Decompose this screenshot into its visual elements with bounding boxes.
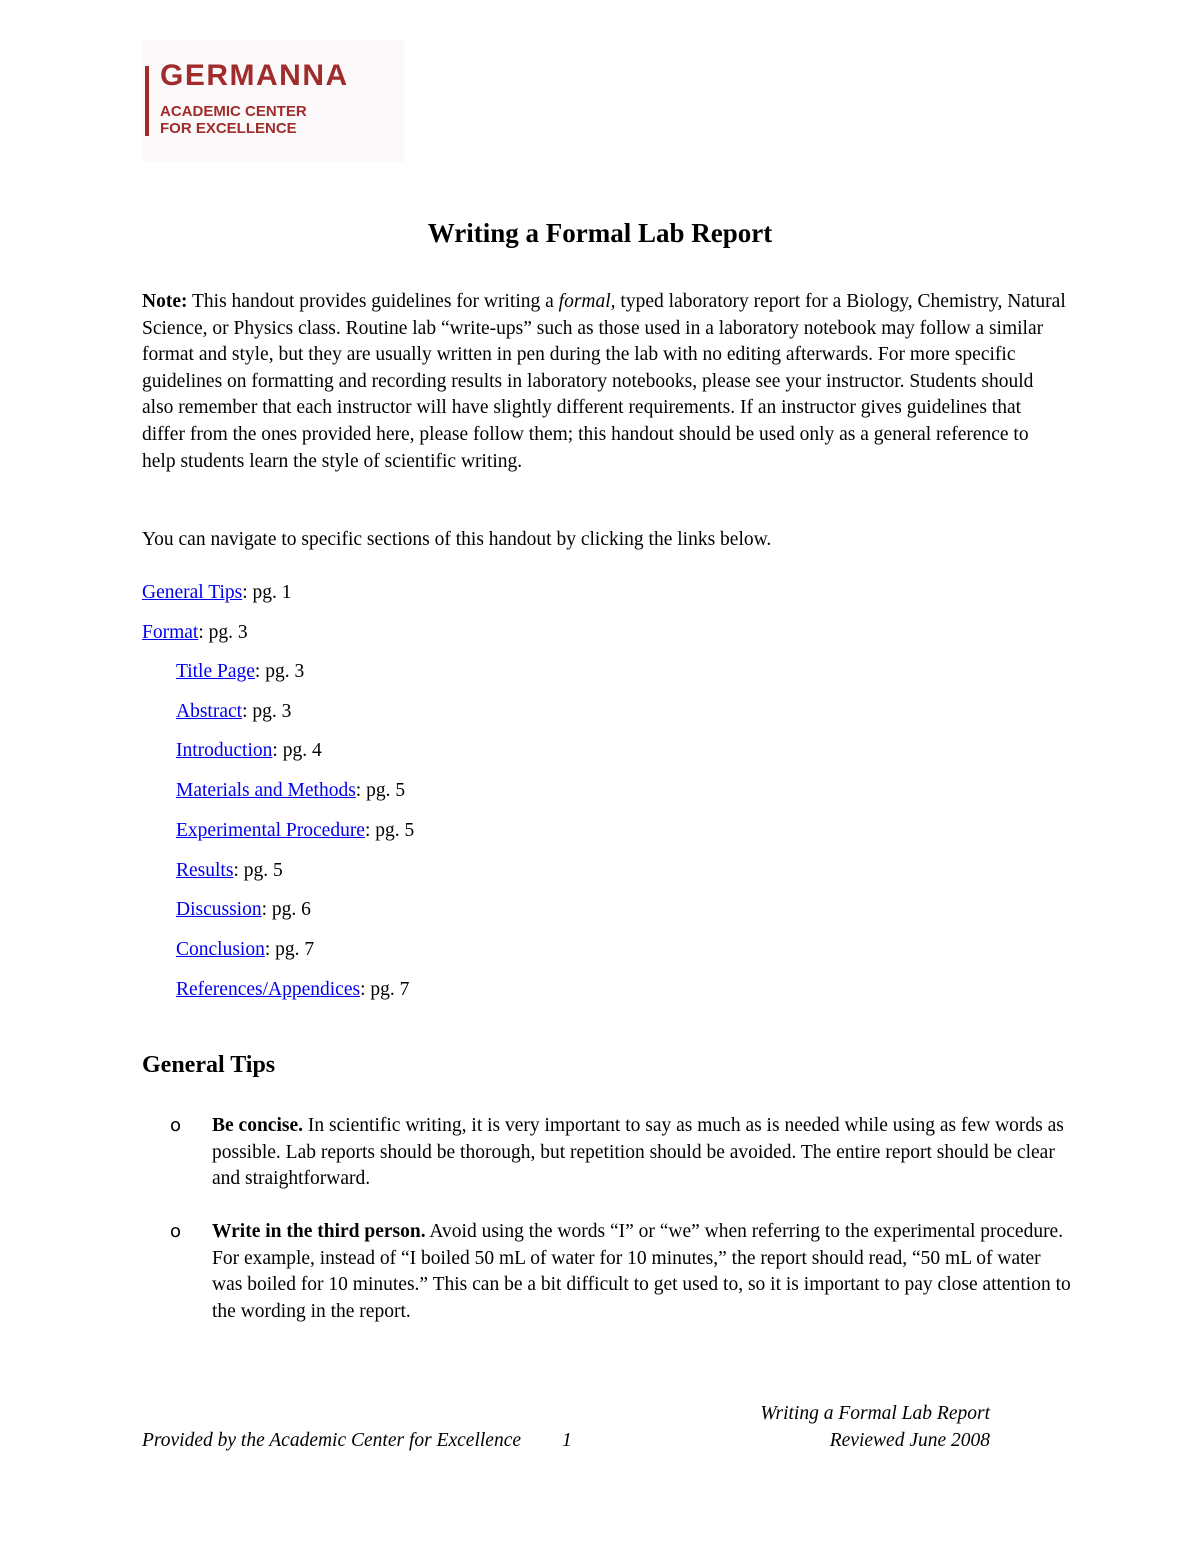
tip-lead: Be concise. bbox=[212, 1115, 303, 1136]
toc-item-materials-methods bbox=[176, 778, 405, 804]
toc-link-discussion[interactable]: Discussion bbox=[176, 899, 262, 920]
tip-body: In scientific writing, it is very important to say as much as is needed while using as few words as possible. Lab reports should be thorough, but repetition should be avoided. The entire report should be clear and straightforward. bbox=[212, 1115, 1064, 1190]
note-text-after: typed laboratory report for a Biology, Chemistry, Natural Science, or Physics class. Routine lab “write-ups” such as those used in a laboratory notebook may follow a similar format and style, but they are usually written in pen during the lab with no editing afterwards. For more specific guidelines on formatting and recording results in laboratory notebooks, please see your instructor. Students should also remember that each instructor will have slightly different requirements. If an instructor gives guidelines that differ from the ones provided here, please follow them; this handout should be used only as a general reference to help students learn the style of scientific writing. bbox=[142, 291, 1066, 472]
toc-page: : pg. 6 bbox=[261, 899, 311, 920]
note-label: Note: bbox=[142, 291, 188, 312]
footer-reviewed-date: Reviewed June 2008 bbox=[829, 1430, 990, 1451]
logo-subtitle bbox=[160, 103, 307, 137]
tip-lead: Write in the third person. bbox=[212, 1221, 426, 1242]
toc-item-title-page bbox=[176, 659, 304, 685]
toc-item-general-tips bbox=[142, 580, 292, 606]
footer-doc-title: Writing a Formal Lab Report bbox=[760, 1403, 990, 1424]
germanna-logo bbox=[142, 40, 404, 162]
general-tips-heading: General Tips bbox=[142, 1052, 276, 1078]
toc-item-format bbox=[142, 620, 248, 646]
toc-page: : pg. 3 bbox=[242, 701, 292, 722]
toc-link-general-tips[interactable]: General Tips bbox=[142, 582, 243, 603]
toc-link-results[interactable]: Results bbox=[176, 860, 234, 881]
footer-page-number: 1 bbox=[562, 1430, 572, 1451]
toc-link-experimental-procedure[interactable]: Experimental Procedure bbox=[176, 820, 365, 841]
toc-page: : pg. 7 bbox=[360, 979, 410, 1000]
toc-page: : pg. 5 bbox=[364, 820, 415, 841]
toc-link-references-appendices[interactable]: References/Appendices bbox=[176, 979, 361, 1000]
toc-page: : pg. 5 bbox=[355, 780, 406, 801]
toc-item-discussion bbox=[176, 897, 311, 923]
toc-item-introduction bbox=[176, 738, 322, 764]
toc-link-abstract[interactable]: Abstract bbox=[176, 701, 243, 722]
toc-item-conclusion bbox=[176, 937, 314, 963]
toc-page: : pg. 3 bbox=[254, 661, 305, 682]
toc-item-abstract bbox=[176, 699, 291, 725]
bullet-icon: o bbox=[170, 1115, 182, 1136]
toc-page: : pg. 3 bbox=[198, 622, 248, 643]
logo-bar bbox=[145, 66, 149, 136]
tip-text bbox=[212, 1219, 1072, 1325]
logo-name: GERMANNA bbox=[160, 59, 349, 92]
logo-subtitle-line2: FOR EXCELLENCE bbox=[160, 120, 297, 137]
bullet-icon: o bbox=[170, 1221, 182, 1242]
toc-page: : pg. 4 bbox=[272, 740, 322, 761]
toc-link-introduction[interactable]: Introduction bbox=[176, 740, 273, 761]
logo-subtitle-line1: ACADEMIC CENTER bbox=[160, 103, 307, 120]
tip-text bbox=[212, 1113, 1072, 1193]
toc-link-materials-methods[interactable]: Materials and Methods bbox=[176, 780, 356, 801]
toc-link-conclusion[interactable]: Conclusion bbox=[176, 939, 265, 960]
toc-item-experimental-procedure bbox=[176, 818, 414, 844]
navigation-intro: You can navigate to specific sections of this handout by clicking the links below. bbox=[142, 529, 772, 550]
note-emphasis: formal, bbox=[558, 291, 616, 312]
toc-page: : pg. 7 bbox=[264, 939, 315, 960]
toc-link-format[interactable]: Format bbox=[142, 622, 199, 643]
footer-provider: Provided by the Academic Center for Excellence bbox=[142, 1430, 522, 1451]
note-paragraph bbox=[142, 289, 1067, 475]
toc-item-results bbox=[176, 858, 283, 884]
toc-page: : pg. 5 bbox=[233, 860, 283, 881]
tip-body: Avoid using the words “I” or “we” when referring to the experimental procedure. For example, instead of “I boiled 50 mL of water for 10 minutes,” the report should read, “50 mL of water was boiled for 10 minutes.” This can be a bit difficult to get used to, so it is important to pay close attention to the wording in the report. bbox=[212, 1221, 1071, 1322]
toc-link-title-page[interactable]: Title Page bbox=[176, 661, 255, 682]
toc-item-references-appendices bbox=[176, 977, 409, 1003]
note-text-before: This handout provides guidelines for writing a bbox=[187, 291, 559, 312]
document-title: Writing a Formal Lab Report bbox=[427, 218, 773, 248]
toc-page: : pg. 1 bbox=[242, 582, 292, 603]
